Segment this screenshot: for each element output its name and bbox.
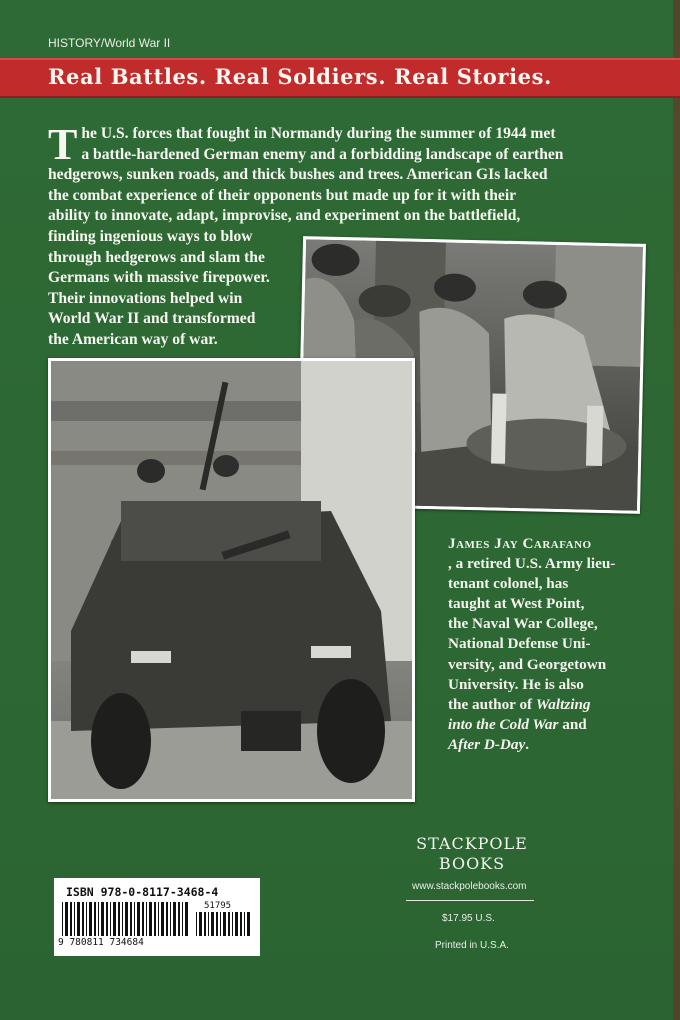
barcode-bar (77, 902, 80, 936)
blurb-line: a battle-hardened German enemy and a forbidding landscape of earthen (81, 145, 564, 163)
bio-line: tenant colonel, has (448, 575, 569, 593)
book-title: After D-Day (448, 735, 526, 753)
barcode-bar (247, 912, 250, 936)
barcode-bar (244, 912, 245, 936)
barcode-bar (170, 902, 171, 936)
barcode-bar (232, 912, 233, 936)
isbn-barcode (62, 902, 190, 936)
bio-line: the Naval War College, (448, 615, 598, 633)
blurb-line: finding ingenious ways to blow (48, 227, 253, 245)
blurb-line: he U.S. forces that fought in Normandy during the summer of 1944 met (81, 125, 556, 142)
barcode-bar (89, 902, 92, 936)
barcode-bar (220, 912, 221, 936)
bio-text: the author of (448, 695, 536, 713)
armored-car-photo (48, 358, 415, 802)
barcode-bar (113, 902, 116, 936)
bio-line (448, 735, 648, 755)
publisher-logo (406, 834, 538, 874)
barcode-bar (146, 902, 147, 936)
publisher-name-line1: STACKPOLE (416, 834, 528, 853)
barcode-bar (204, 912, 206, 936)
barcode-bar (228, 912, 230, 936)
barcode-bar (185, 902, 188, 936)
isbn-digits: 9 780811 734684 (58, 937, 144, 948)
barcode-bar (86, 902, 87, 936)
bio-line: University. He is also (448, 675, 584, 693)
barcode-bar (182, 902, 183, 936)
bio-line: National Defense Uni- (448, 635, 591, 653)
barcode-bar (223, 912, 226, 936)
barcode-bar (98, 902, 99, 936)
publisher-divider (406, 900, 534, 901)
blurb-line: hedgerows, sunken roads, and thick bushes and trees. American GIs lacked (48, 166, 548, 184)
barcode-bar (208, 912, 209, 936)
barcode-bar (130, 902, 132, 936)
bio-line (448, 695, 648, 715)
bio-line: , a retired U.S. Army lieu- (448, 555, 616, 573)
bio-line (448, 534, 648, 554)
printed-in-label: Printed in U.S.A. (435, 940, 509, 951)
barcode-bar (196, 912, 197, 936)
publisher-url: www.stackpolebooks.com (412, 881, 527, 892)
book-title: Waltzing (535, 695, 591, 713)
barcode-bar (122, 902, 123, 936)
barcode-bar (235, 912, 238, 936)
blurb-line: ability to innovate, adapt, improvise, and experiment on the battlefield, (48, 207, 521, 225)
bio-text: and (558, 715, 587, 733)
barcode-bar (166, 902, 168, 936)
bio-line: versity, and Georgetown (448, 655, 607, 673)
barcode-bar (173, 902, 176, 936)
blurb-line: through hedgerows and slam the (48, 248, 265, 266)
barcode-bar (74, 902, 75, 936)
barcode-bar (101, 902, 104, 936)
bio-text: . (525, 735, 529, 753)
barcode-bar (125, 902, 128, 936)
barcode-bar (65, 902, 68, 936)
bio-line (448, 715, 648, 735)
barcode-bar (118, 902, 120, 936)
barcode-bar (70, 902, 72, 936)
barcode-bar (137, 902, 140, 936)
blurb-line: the American way of war. (48, 330, 218, 348)
barcode-bar (134, 902, 135, 936)
bio-line: taught at West Point, (448, 595, 585, 613)
armored-car-photo-image (51, 361, 412, 799)
cover-edge-strip (673, 0, 680, 1020)
category-label: HISTORY/World War II (48, 36, 171, 50)
blurb-line: Germans with massive firepower. (48, 269, 270, 287)
barcode-bar (216, 912, 218, 936)
barcode-bar (178, 902, 180, 936)
blurb-line: Their innovations helped win (48, 289, 243, 307)
author-bio (448, 534, 648, 755)
isbn-label: ISBN 978-0-8117-3468-4 (66, 885, 219, 899)
drop-cap: T (48, 120, 78, 169)
barcode-bar (161, 902, 164, 936)
barcode-bar (82, 902, 84, 936)
barcode-bar (158, 902, 159, 936)
barcode-bar (106, 902, 108, 936)
tagline-text: Real Battles. Real Soldiers. Real Stories. (48, 64, 552, 89)
barcode-bar (62, 902, 63, 936)
book-title: into the Cold War (448, 715, 559, 733)
price-label: $17.95 U.S. (442, 913, 495, 924)
barcode-bar (142, 902, 144, 936)
publisher-name-line2: BOOKS (438, 854, 506, 873)
price-code-label: 51795 (204, 901, 232, 911)
blurb-line: the combat experience of their opponents but made up for it with their (48, 186, 517, 204)
blurb-line: World War II and transformed (48, 310, 256, 328)
price-barcode (196, 912, 252, 936)
author-name: James Jay Carafano (448, 535, 592, 552)
barcode-bar (110, 902, 111, 936)
barcode-bar (94, 902, 96, 936)
barcode-bar (240, 912, 242, 936)
barcode-bar (211, 912, 214, 936)
barcode-bar (199, 912, 202, 936)
barcode-bar (149, 902, 152, 936)
barcode-bar (154, 902, 156, 936)
